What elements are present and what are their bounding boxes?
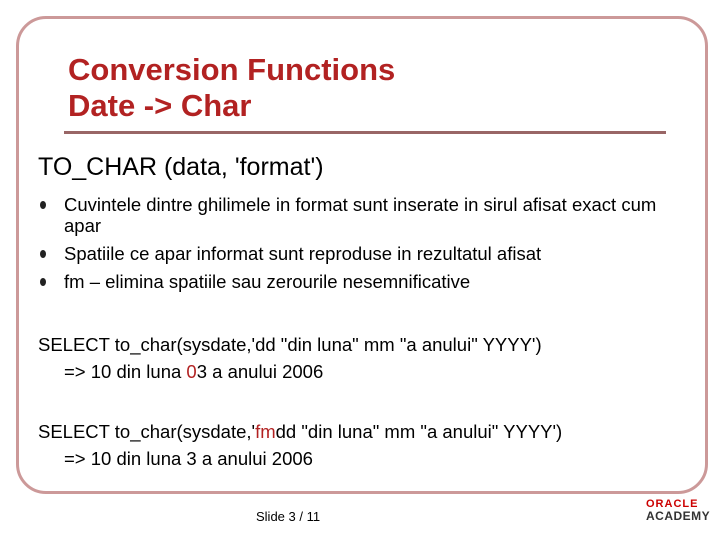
logo-bottom-text: ACADEMY bbox=[646, 509, 711, 523]
logo-top-text: ORACLE bbox=[646, 498, 699, 510]
example-2 bbox=[38, 418, 562, 472]
bullet-icon bbox=[40, 278, 46, 286]
example-1-result-prefix: => 10 din luna bbox=[64, 361, 187, 382]
example-2-query-highlight: fm bbox=[255, 421, 276, 442]
example-2-result: => 10 din luna 3 a anului 2006 bbox=[64, 448, 313, 469]
example-2-query bbox=[38, 421, 562, 442]
example-2-query-suffix: dd "din luna" mm "a anului" YYYY') bbox=[275, 421, 563, 442]
bullet-text: Spatiile ce apar informat sunt reproduse in rezultatul afisat bbox=[64, 243, 542, 264]
title-line-2: Date -> Char bbox=[68, 88, 252, 123]
bullet-text: Cuvintele dintre ghilimele in format sunt inserate in sirul afisat exact cum apar bbox=[64, 194, 657, 236]
title-divider bbox=[64, 131, 666, 134]
bullet-icon bbox=[40, 250, 46, 258]
slide-title bbox=[68, 52, 395, 124]
example-2-query-prefix: SELECT to_char(sysdate,' bbox=[38, 421, 256, 442]
example-1-result-highlight: 0 bbox=[186, 361, 197, 382]
example-1 bbox=[38, 331, 542, 385]
bullet-item bbox=[38, 194, 678, 236]
bullet-item bbox=[38, 271, 678, 292]
bullet-text: fm – elimina spatiile sau zerourile nesemnificative bbox=[64, 271, 471, 292]
example-1-result-suffix: 3 a anului 2006 bbox=[196, 361, 324, 382]
bullet-icon bbox=[40, 201, 46, 209]
oracle-academy-logo bbox=[646, 498, 714, 522]
subtitle: TO_CHAR (data, 'format') bbox=[38, 153, 324, 181]
example-1-query: SELECT to_char(sysdate,'dd "din luna" mm "a anului" YYYY') bbox=[38, 334, 542, 355]
bullet-item bbox=[38, 243, 678, 264]
bullet-list bbox=[38, 194, 678, 299]
title-line-1: Conversion Functions bbox=[68, 52, 396, 87]
slide-number: Slide 3 / 11 bbox=[256, 509, 321, 524]
example-1-result bbox=[38, 358, 542, 385]
